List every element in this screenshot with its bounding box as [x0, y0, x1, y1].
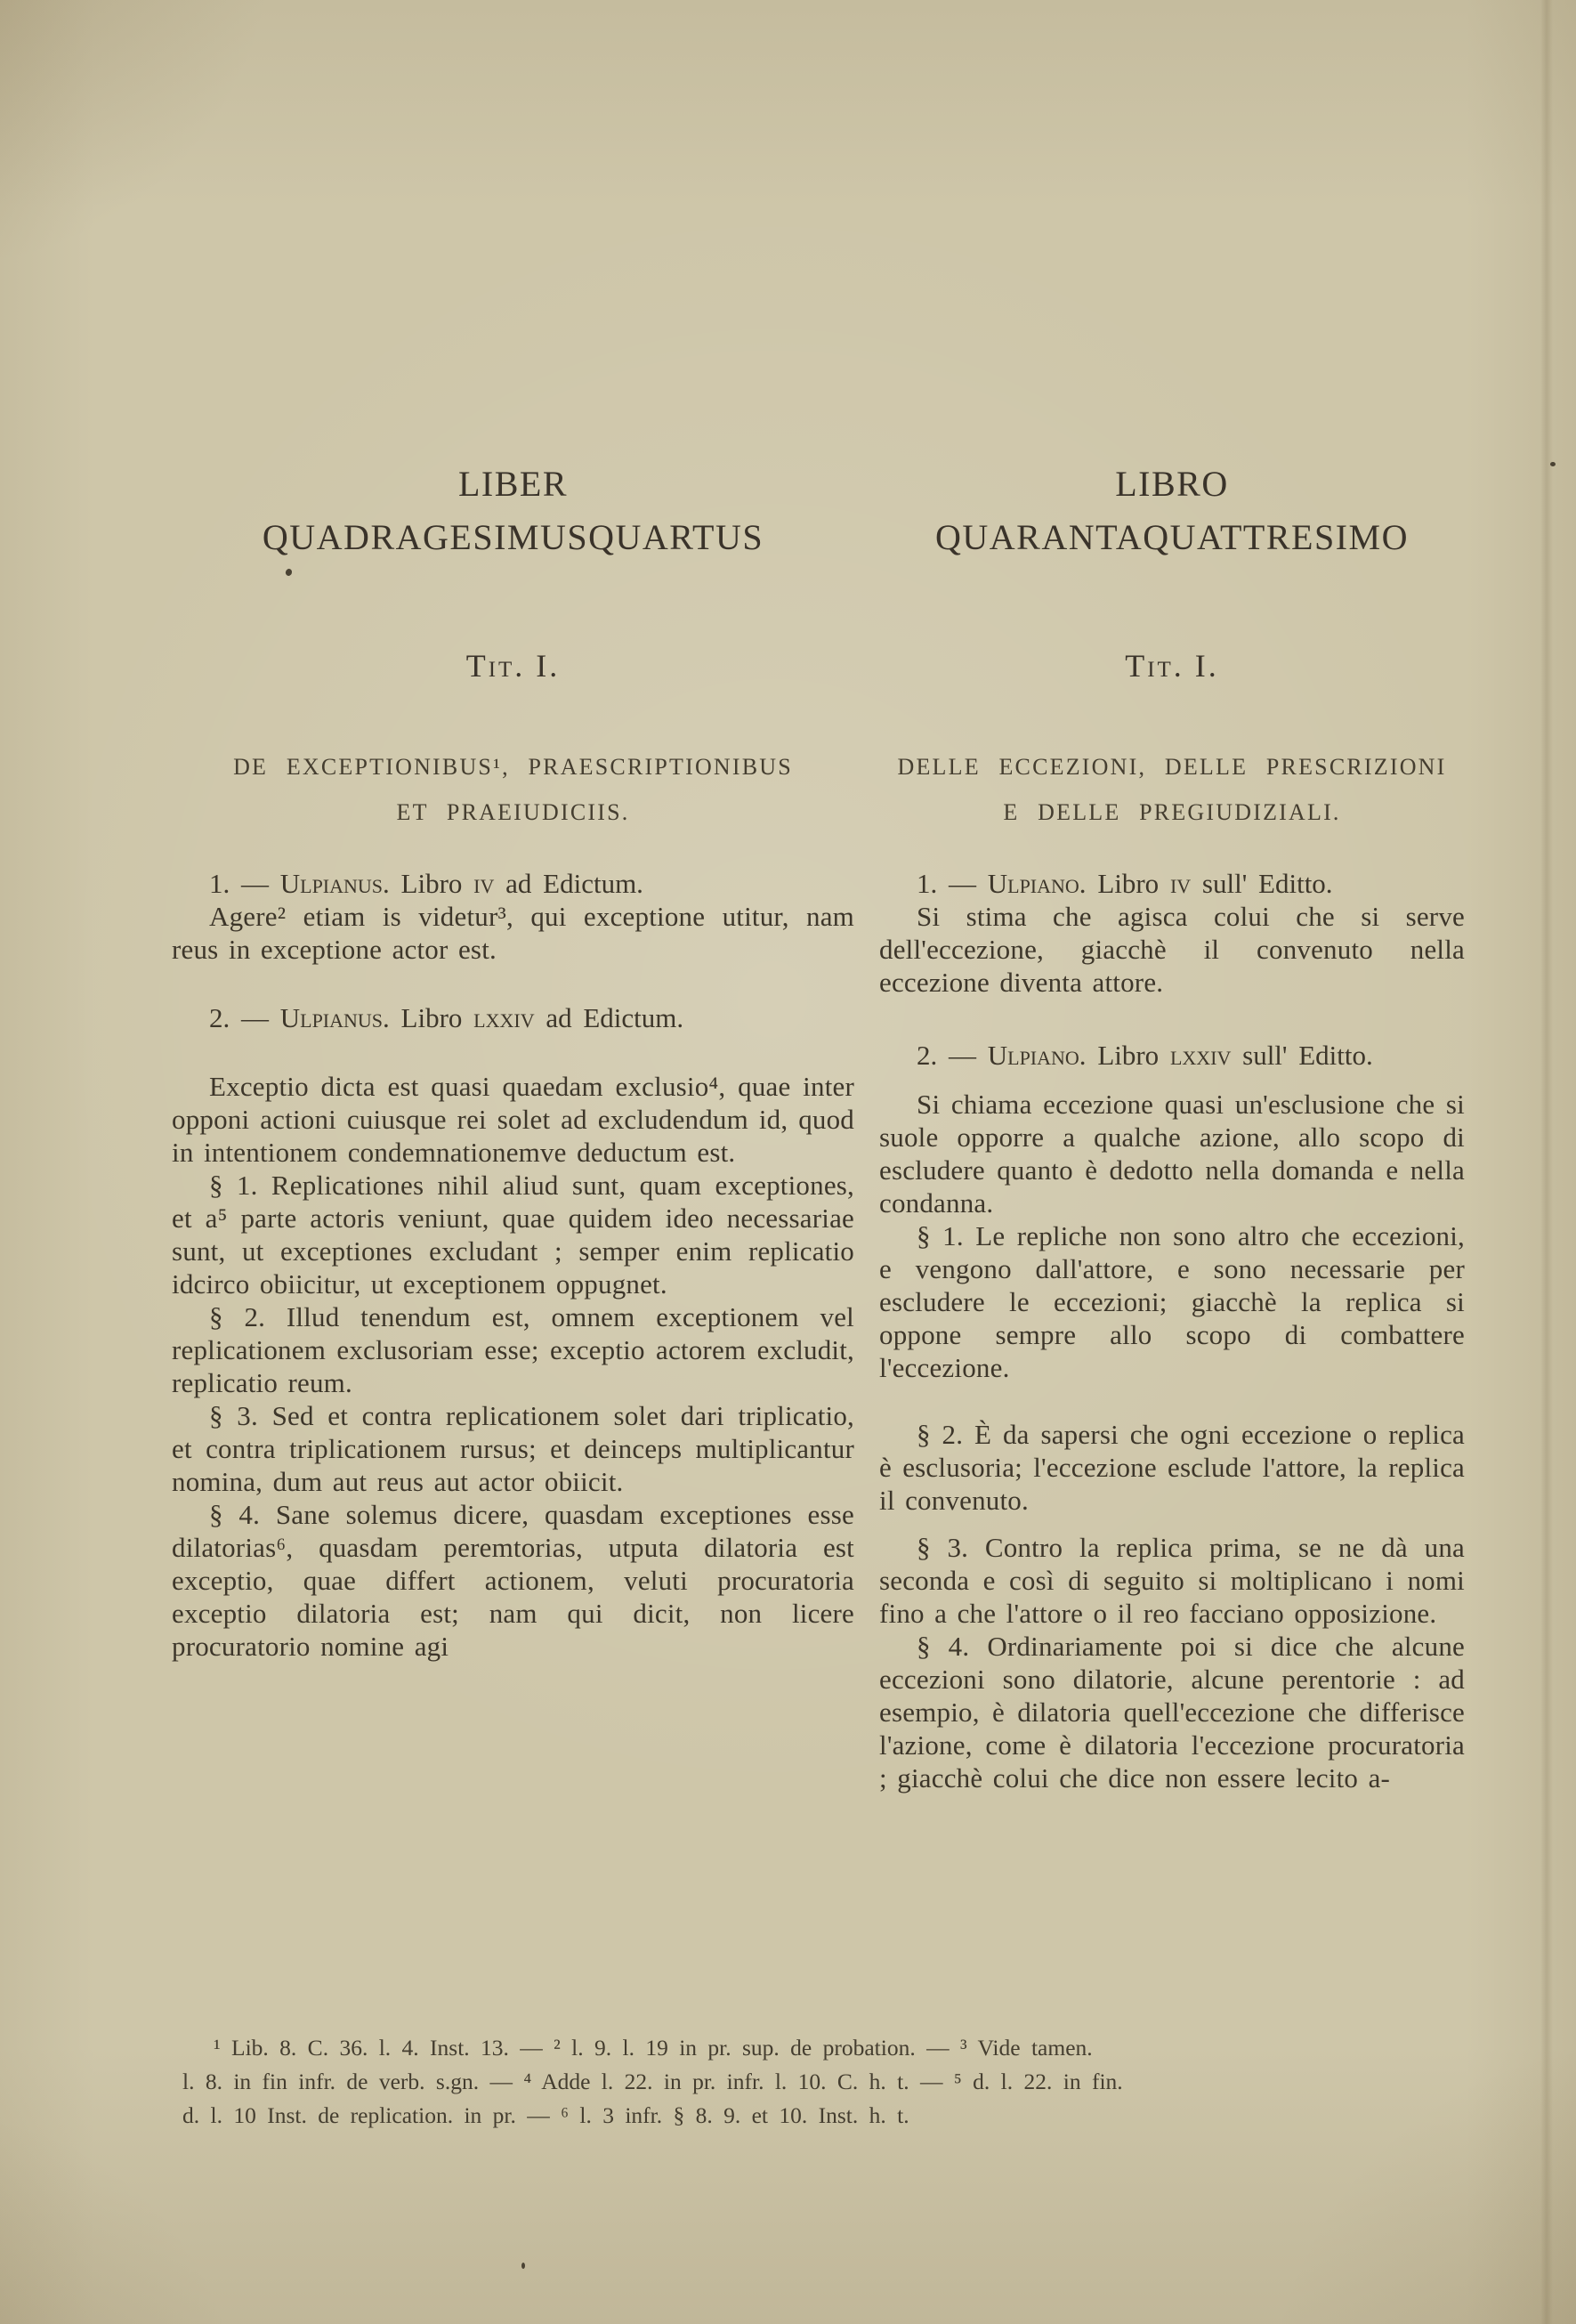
law-source: Libro — [400, 1002, 463, 1033]
book-numeral: iv — [473, 868, 495, 899]
section-heading-line: ET PRAEIUDICIIS. — [396, 799, 630, 825]
law-1-heading-latin — [172, 867, 854, 900]
book-numeral: lxxiv — [473, 1002, 535, 1033]
jurist-name: Ulpiano. — [987, 868, 1087, 899]
ink-speck — [521, 2263, 525, 2269]
paragraph-latin: § 1. Replicationes nihil aliud sunt, quam exceptiones, et a⁵ parte actoris veniunt, quae quidem ideo necessariae sunt, ut exceptiones excludant ; semper enim replicatio idcirco obiicitur, ut exceptionem oppugnet. — [172, 1170, 854, 1300]
footnote-line: d. l. 10 Inst. de replication. in pr. — ⁶ l. 3 infr. § 8. 9. et 10. Inst. h. t. — [182, 2102, 909, 2128]
law-2-heading-latin — [172, 1001, 854, 1034]
page-fold-shadow — [1540, 0, 1553, 2324]
section-heading-line: DE EXCEPTIONIBUS¹, PRAESCRIPTIONIBUS — [233, 754, 793, 780]
law-source: ad Edictum. — [505, 868, 643, 899]
paragraph-italian: § 2. È da sapersi che ogni eccezione o replica è esclusoria; l'eccezione esclude l'attore, la replica il convenuto. — [879, 1419, 1465, 1516]
book-numeral: lxxiv — [1169, 1040, 1232, 1071]
jurist-name: Ulpianus. — [279, 868, 390, 899]
section-heading-italian — [879, 744, 1465, 835]
paragraph-latin: § 2. Illud tenendum est, omnem exceptionem vel replicationem exclusoriam esse; exceptio actorem excludit, replicatio reum. — [172, 1301, 854, 1398]
titulus-heading-italian: Tit. I. — [1125, 648, 1219, 684]
book-title-line: LIBER — [457, 464, 569, 504]
law-source: sull' Editto. — [1201, 868, 1333, 899]
law-1-heading-italian — [879, 867, 1465, 900]
ink-speck — [1550, 462, 1556, 466]
law-source: Libro — [400, 868, 463, 899]
footnote-line: ¹ Lib. 8. C. 36. l. 4. Inst. 13. — ² l. 9. l. 19 in pr. sup. de probation. — ³ Vide tamen. — [214, 2035, 1093, 2061]
paragraph-italian: § 4. Ordinariamente poi si dice che alcune eccezioni sono dilatorie, alcune perentorie : ad esempio, è dilatoria quell'eccezione che differisce l'azione, come è dilatoria l'eccezione procuratoria ; giacchè colui che dice non essere lecito a- — [879, 1631, 1465, 1794]
book-title-line: QUADRAGESIMUSQUARTUS — [262, 517, 764, 557]
paragraph-latin: Agere² etiam is videtur³, qui exceptione utitur, nam reus in exceptione actor est. — [172, 901, 854, 965]
law-number: 1. — — [917, 868, 976, 899]
paragraph-latin: § 4. Sane solemus dicere, quasdam exceptiones esse dilatorias⁶, quasdam peremtorias, utputa dilatoria est exceptio, quae differt actionem, veluti procuratoria exceptio dilatoria est; nam qui dicit, non licere procuratorio nomine agi — [172, 1499, 854, 1662]
section-heading-latin — [172, 744, 854, 835]
book-title-italian — [879, 458, 1465, 564]
law-source: ad Edictum. — [546, 1002, 684, 1033]
law-2-heading-italian — [879, 1039, 1465, 1072]
book-title-line: LIBRO — [1115, 464, 1229, 504]
paragraph-latin: Exceptio dicta est quasi quaedam exclusio⁴, quae inter opponi actioni cuiusque rei solet ad excludendum id, quod in intentionem condemnationemve deductum est. — [172, 1071, 854, 1168]
book-title-line: QUARANTAQUATTRESIMO — [935, 517, 1409, 557]
paragraph-italian: § 3. Contro la replica prima, se ne dà una seconda e così di seguito si moltiplicano i nomi fino a che l'attore o il reo facciano opposizione. — [879, 1532, 1465, 1629]
law-number: 1. — — [209, 868, 269, 899]
footnotes — [182, 2031, 1215, 2133]
law-number: 2. — — [209, 1002, 269, 1033]
paragraph-italian: Si stima che agisca colui che si serve dell'eccezione, giacchè il convenuto nella eccezione diventa attore. — [879, 901, 1465, 998]
law-source: sull' Editto. — [1242, 1040, 1373, 1071]
law-source: Libro — [1097, 1040, 1160, 1071]
law-source: Libro — [1097, 868, 1160, 899]
latin-column — [172, 458, 854, 1663]
titulus-heading-latin: Tit. I. — [465, 648, 561, 684]
italian-column — [879, 458, 1465, 1794]
book-numeral: iv — [1169, 868, 1192, 899]
section-heading-line: E DELLE PREGIUDIZIALI. — [1003, 799, 1341, 825]
section-heading-line: DELLE ECCEZIONI, DELLE PRESCRIZIONI — [897, 754, 1447, 780]
paragraph-italian: Si chiama eccezione quasi un'esclusione che si suole opporre a qualche azione, allo scopo di escludere quanto è dedotto nella domanda e nella condanna. — [879, 1089, 1465, 1219]
paragraph-latin: § 3. Sed et contra replicationem solet dari triplicatio, et contra triplicationem rursus; et deinceps multiplicantur nomina, dum aut reus aut actor obiicit. — [172, 1400, 854, 1497]
footnote-line: l. 8. in fin infr. de verb. s.gn. — ⁴ Adde l. 22. in pr. infr. l. 10. C. h. t. — ⁵ d. l. 22. in fin. — [182, 2069, 1123, 2094]
law-number: 2. — — [917, 1040, 976, 1071]
book-title-latin — [172, 458, 854, 564]
jurist-name: Ulpianus. — [279, 1002, 390, 1033]
paragraph-italian: § 1. Le repliche non sono altro che eccezioni, e vengono dall'attore, e sono necessarie per escludere le eccezioni; giacchè la replica si oppone sempre allo scopo di combattere l'eccezione. — [879, 1220, 1465, 1383]
jurist-name: Ulpiano. — [987, 1040, 1087, 1071]
